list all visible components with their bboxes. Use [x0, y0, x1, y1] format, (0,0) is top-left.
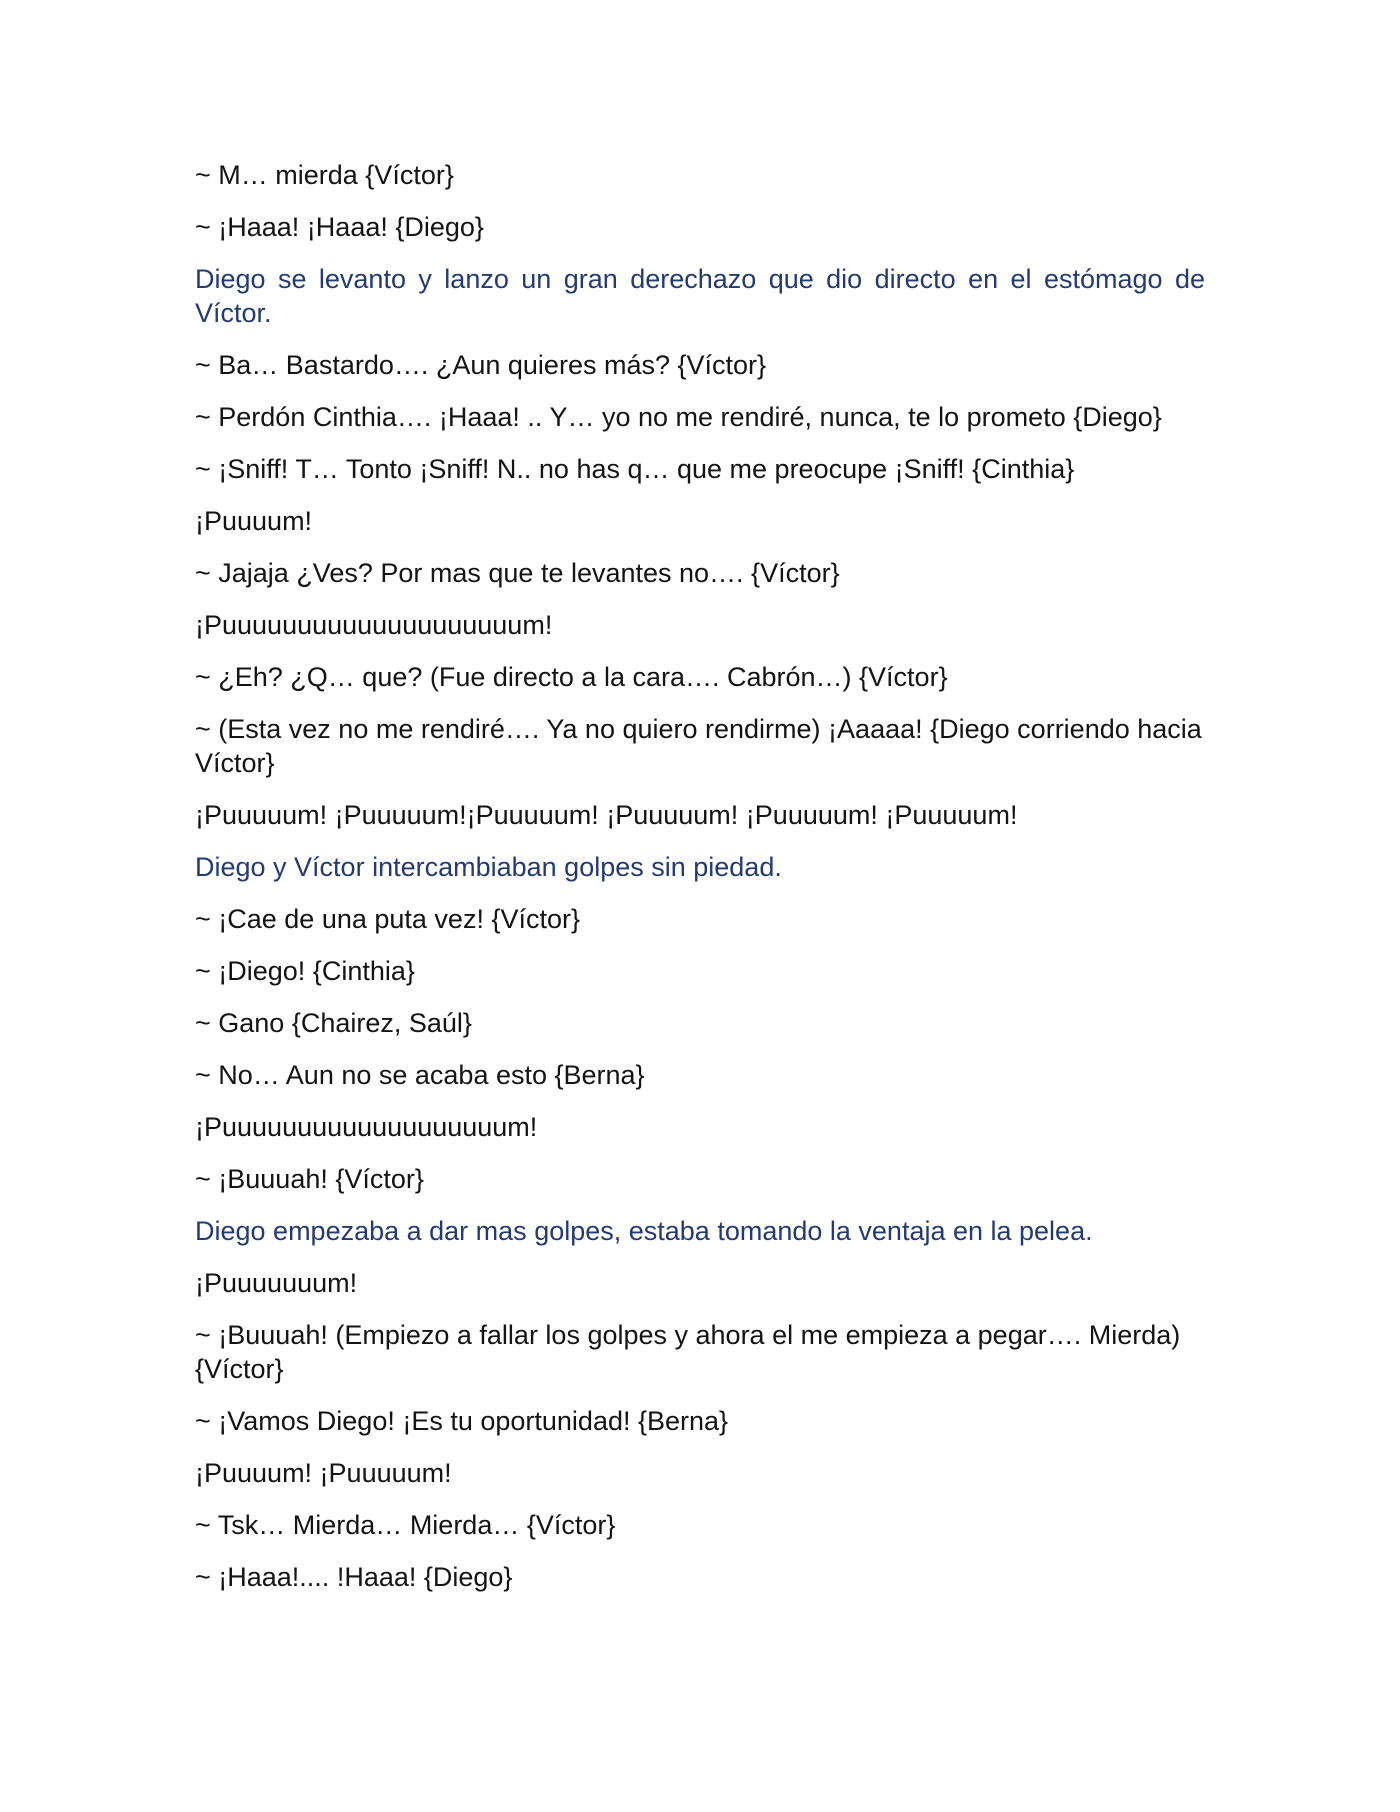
dialogue-line: ~ ¡Haaa! ¡Haaa! {Diego}	[195, 212, 484, 242]
dialogue-line: ~ ¡Diego! {Cinthia}	[195, 956, 415, 986]
dialogue-line: ~ M… mierda {Víctor}	[195, 160, 454, 190]
dialogue-line: ~ ¡Buuuah! {Víctor}	[195, 1164, 424, 1194]
dialogue-line: ~ Ba… Bastardo…. ¿Aun quieres más? {Víctor}	[195, 350, 767, 380]
sound-effect-line: ¡Puuuuuuuuuuuuuuuuuuuum!	[195, 610, 553, 640]
narration-line: Diego y Víctor intercambiaban golpes sin piedad.	[195, 852, 782, 882]
sound-effect-line: ¡Puuuuuuuuuuuuuuuuuuum!	[195, 1112, 538, 1142]
dialogue-line: ~ Jajaja ¿Ves? Por mas que te levantes no…. {Víctor}	[195, 558, 840, 588]
sound-effect-line: ¡Puuuum!	[195, 506, 313, 536]
dialogue-line: ~ Gano {Chairez, Saúl}	[195, 1008, 472, 1038]
dialogue-line: ~ ¡Haaa!.... !Haaa! {Diego}	[195, 1562, 513, 1592]
narration-line: Diego empezaba a dar mas golpes, estaba tomando la ventaja en la pelea.	[195, 1216, 1093, 1246]
dialogue-line: ~ ¿Eh? ¿Q… que? (Fue directo a la cara…. Cabrón…) {Víctor}	[195, 662, 948, 692]
dialogue-line: ~ ¡Buuuah! (Empiezo a fallar los golpes y ahora el me empieza a pegar…. Mierda) {Víctor}	[195, 1320, 1181, 1384]
sound-effect-line: ¡Puuuuuuum!	[195, 1268, 358, 1298]
dialogue-line: ~ Perdón Cinthia…. ¡Haaa! .. Y… yo no me rendiré, nunca, te lo prometo {Diego}	[195, 402, 1162, 432]
narration-line: Diego se levanto y lanzo un gran derechazo que dio directo en el estómago de Víctor.	[195, 264, 1205, 328]
sound-effect-line: ¡Puuuum! ¡Puuuuum!	[195, 1458, 452, 1488]
dialogue-line: ~ ¡Sniff! T… Tonto ¡Sniff! N.. no has q… que me preocupe ¡Sniff! {Cinthia}	[195, 454, 1075, 484]
dialogue-line: ~ Tsk… Mierda… Mierda… {Víctor}	[195, 1510, 616, 1540]
page-content	[195, 158, 1205, 1612]
sound-effect-line: ¡Puuuuum! ¡Puuuuum!¡Puuuuum! ¡Puuuuum! ¡Puuuuum! ¡Puuuuum!	[195, 800, 1018, 830]
dialogue-line: ~ No… Aun no se acaba esto {Berna}	[195, 1060, 645, 1090]
dialogue-line: ~ ¡Vamos Diego! ¡Es tu oportunidad! {Berna}	[195, 1406, 729, 1436]
dialogue-line: ~ ¡Cae de una puta vez! {Víctor}	[195, 904, 581, 934]
dialogue-line: ~ (Esta vez no me rendiré…. Ya no quiero rendirme) ¡Aaaaa! {Diego corriendo hacia Víctor}	[195, 714, 1202, 778]
